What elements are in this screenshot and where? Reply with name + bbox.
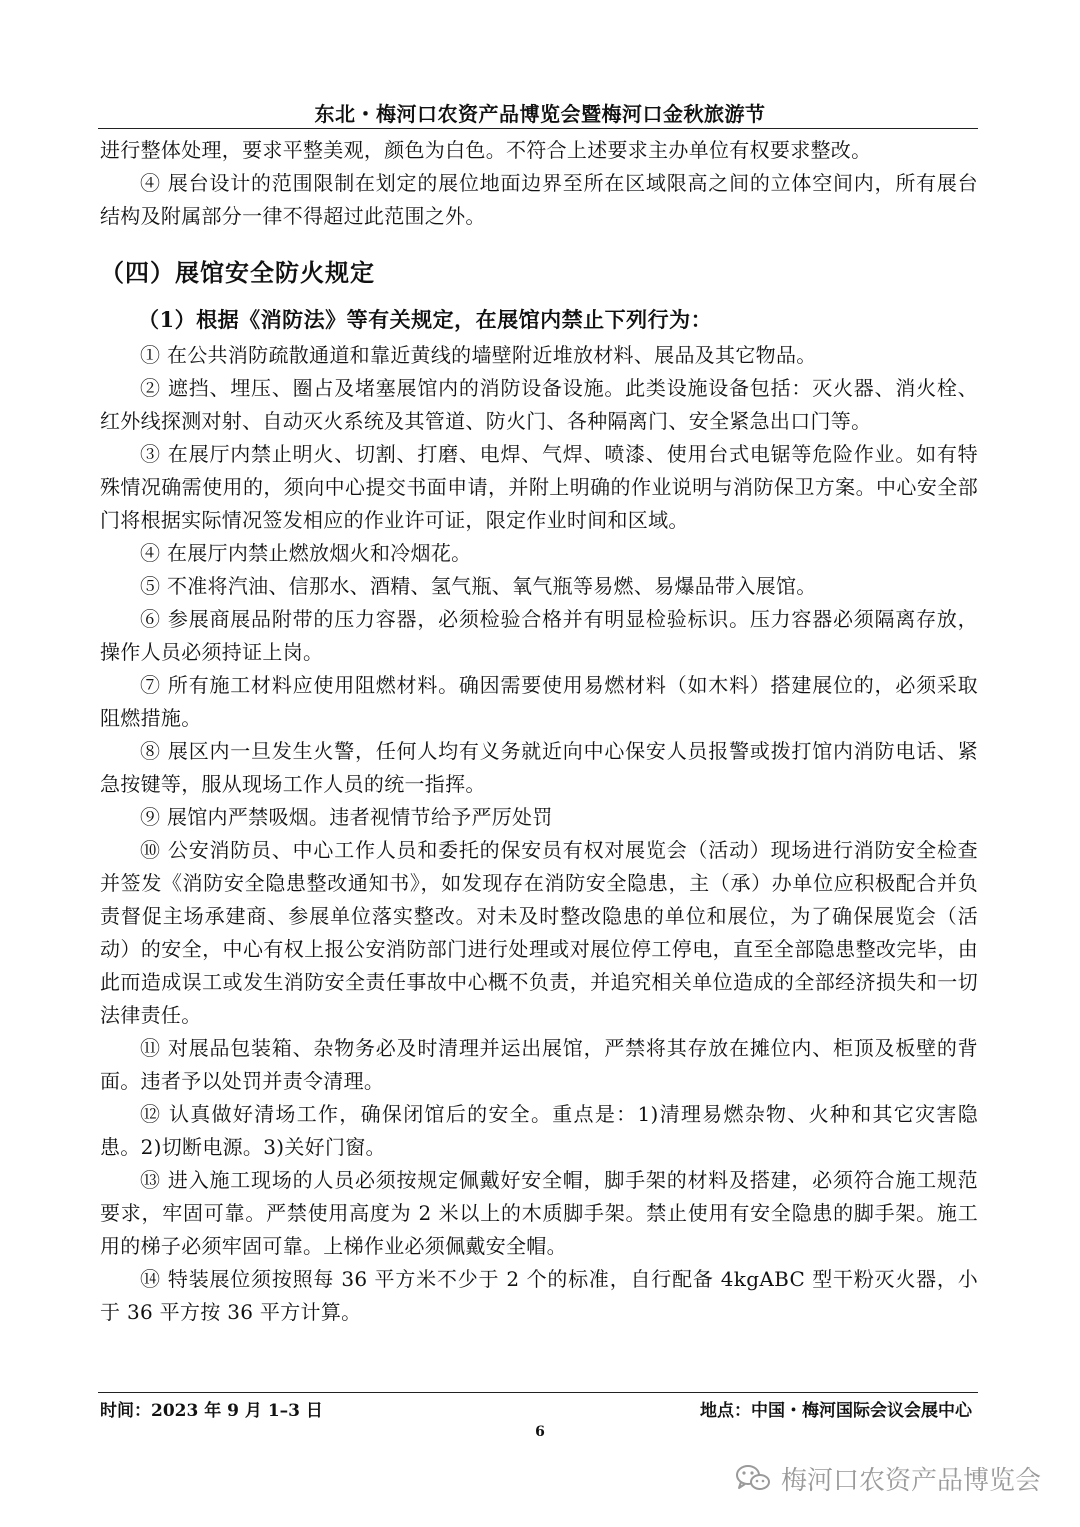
- footer-divider: [98, 1392, 978, 1393]
- list-item: ⑨ 展馆内严禁吸烟。违者视情节给予严厉处罚: [140, 805, 553, 829]
- list-item: ⑩ 公安消防员、中心工作人员和委托的保安员有权对展览会（活动）现场进行消防安全检查并签发《消防安全隐患整改通知书》，如发现存在消防安全隐患，主（承）办单位应积极配合并负责督促主场承建商、参展单位落实整改。对未及时整改隐患的单位和展位，为了确保展览会（活动）的安全，中心有权上报公安消防部门进行处理或对展位停工停电，直至全部隐患整改完毕，由此而造成误工或发生消防安全责任事故中心概不负责，并追究相关单位造成的全部经济损失和一切法律责任。: [100, 838, 978, 1027]
- list-item: ② 遮挡、埋压、圈占及堵塞展馆内的消防设备设施。此类设施设备包括：灭火器、消火栓、红外线探测对射、自动灭火系统及其管道、防火门、各种隔离门、安全紧急出口门等。: [100, 376, 978, 433]
- list-item: ⑥ 参展商展品附带的压力容器，必须检验合格并有明显检验标识。压力容器必须隔离存放，操作人员必须持证上岗。: [100, 607, 978, 664]
- page-header-title: 东北・梅河口农资产品博览会暨梅河口金秋旅游节: [314, 102, 766, 126]
- list-item: ① 在公共消防疏散通道和靠近黄线的墙壁附近堆放材料、展品及其它物品。: [140, 343, 817, 367]
- wechat-icon: [735, 1463, 771, 1493]
- watermark: [735, 1460, 1041, 1496]
- list-item: ⑤ 不准将汽油、信那水、酒精、氢气瓶、氧气瓶等易燃、易爆品带入展馆。: [140, 574, 817, 598]
- document-body: [100, 134, 978, 1329]
- footer-place: 地点：中国・梅河国际会议会展中心: [700, 1401, 972, 1421]
- list-item: ⑧ 展区内一旦发生火警，任何人均有义务就近向中心保安人员报警或拨打馆内消防电话、紧急按键等，服从现场工作人员的统一指挥。: [100, 739, 978, 796]
- list-item: ③ 在展厅内禁止明火、切割、打磨、电焊、气焊、喷漆、使用台式电锯等危险作业。如有特殊情况确需使用的，须向中心提交书面申请，并附上明确的作业说明与消防保卫方案。中心安全部门将根据实际情况签发相应的作业许可证，限定作业时间和区域。: [100, 442, 978, 532]
- list-item: ⑬ 进入施工现场的人员必须按规定佩戴好安全帽，脚手架的材料及搭建，必须符合施工规范要求，牢固可靠。严禁使用高度为 2 米以上的木质脚手架。禁止使用有安全隐患的脚手架。施工用的梯子必须牢固可靠。上梯作业必须佩戴安全帽。: [100, 1168, 978, 1258]
- list-item: ⑫ 认真做好清场工作，确保闭馆后的安全。重点是：1)清理易燃杂物、火种和其它灾害隐患。2)切断电源。3)关好门窗。: [100, 1102, 978, 1159]
- list-item: ⑦ 所有施工材料应使用阻燃材料。确因需要使用易燃材料（如木料）搭建展位的，必须采取阻燃措施。: [100, 673, 978, 730]
- watermark-text: 梅河口农资产品博览会: [781, 1465, 1042, 1496]
- subsection-heading: （1）根据《消防法》等有关规定，在展馆内禁止下列行为：: [138, 307, 713, 332]
- list-item: ⑪ 对展品包装箱、杂物务必及时清理并运出展馆，严禁将其存放在摊位内、柜顶及板壁的背面。违者予以处罚并责令清理。: [100, 1036, 978, 1093]
- paragraph-item-4: ④ 展台设计的范围限制在划定的展位地面边界至所在区域限高之间的立体空间内，所有展台结构及附属部分一律不得超过此范围之外。: [100, 171, 978, 228]
- list-item: ⑭ 特装展位须按照每 36 平方米不少于 2 个的标准，自行配备 4kgABC 型干粉灭火器，小于 36 平方按 36 平方计算。: [100, 1267, 978, 1324]
- header-divider: [98, 128, 978, 129]
- page-number: 6: [535, 1424, 545, 1440]
- footer-time: 时间：2023 年 9 月 1–3 日: [100, 1401, 323, 1421]
- section-heading: （四）展馆安全防火规定: [100, 258, 375, 287]
- list-item: ④ 在展厅内禁止燃放烟火和冷烟花。: [140, 541, 472, 565]
- paragraph-continuation: 进行整体处理，要求平整美观，颜色为白色。不符合上述要求主办单位有权要求整改。: [100, 138, 872, 162]
